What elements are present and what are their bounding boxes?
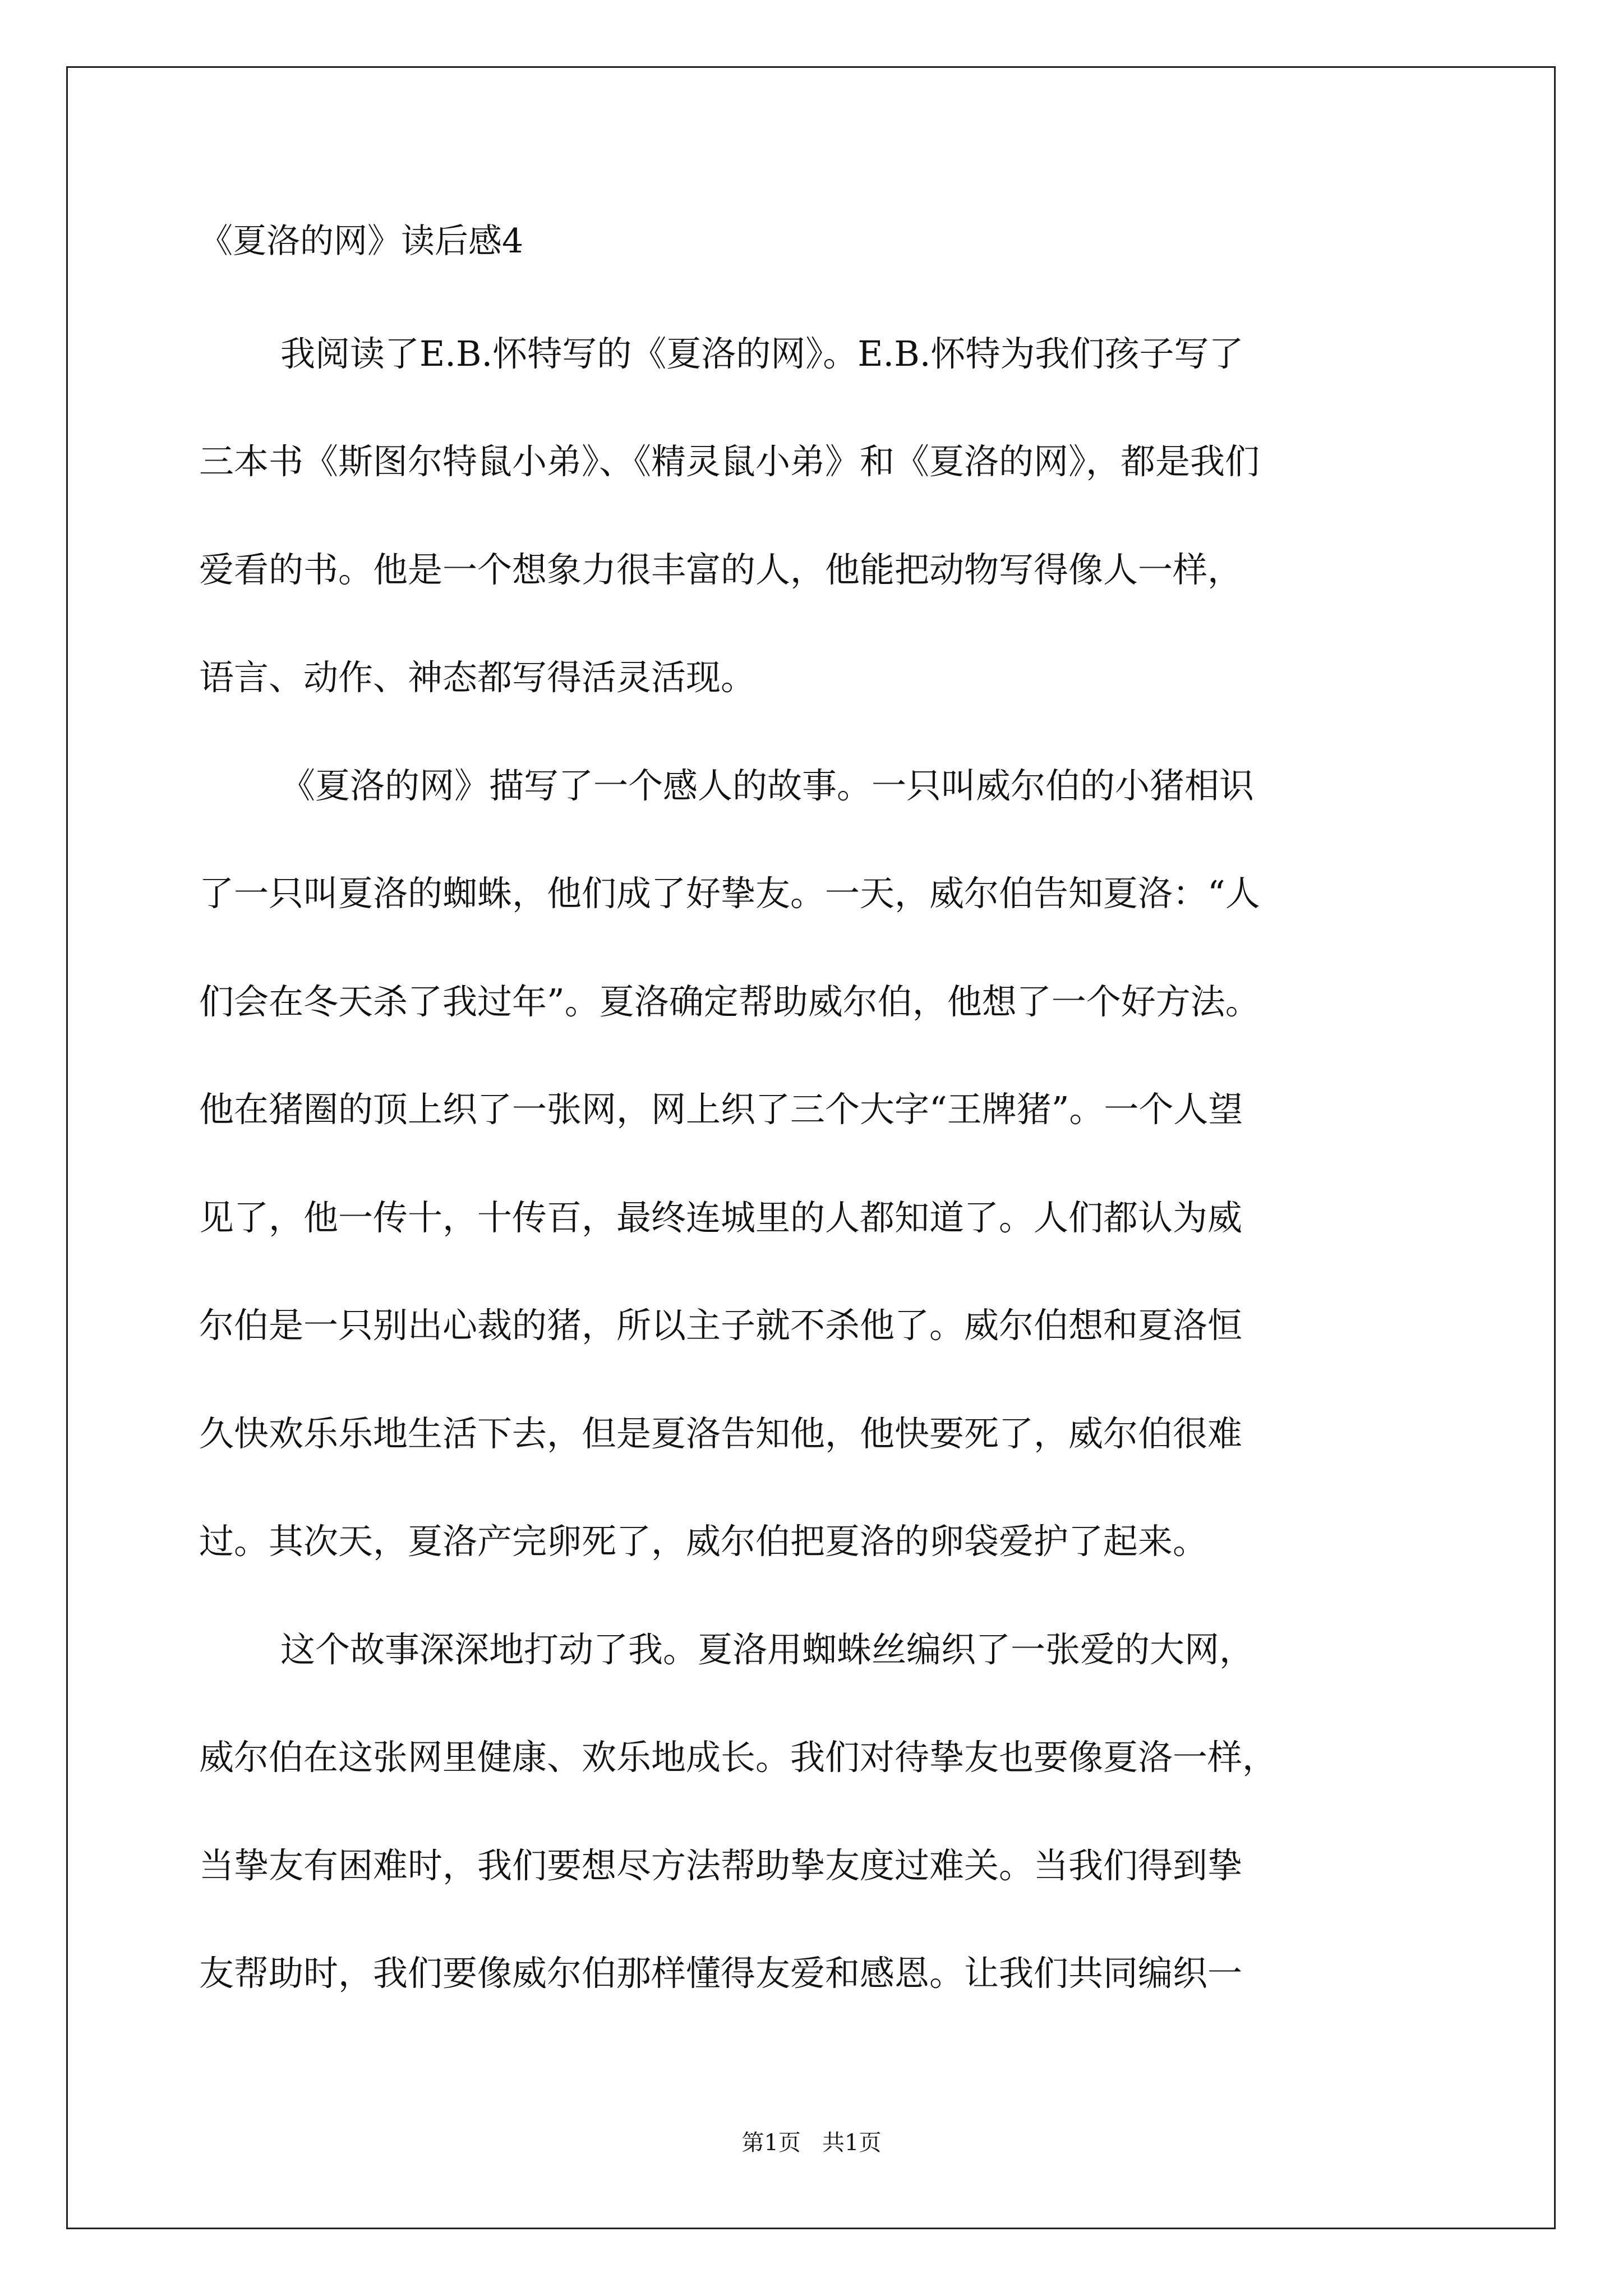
paragraph-1-line-2: 三本书《斯图尔特鼠小弟》、《精灵鼠小弟》和《夏洛的网》，都是我们 bbox=[199, 441, 1260, 482]
paragraph-2-line-3: 们会在冬天杀了我过年”。夏洛确定帮助威尔伯，他想了一个好方法。 bbox=[199, 981, 1260, 1022]
paragraph-3-line-3: 当挚友有困难时，我们要想尽方法帮助挚友度过难关。当我们得到挚 bbox=[199, 1845, 1243, 1886]
document-title: 《夏洛的网》读后感4 bbox=[199, 222, 524, 261]
paragraph-2-line-1: 《夏洛的网》描写了一个感人的故事。一只叫威尔伯的小猪相识 bbox=[280, 765, 1255, 806]
paragraph-1-line-3: 爱看的书。他是一个想象力很丰富的人，他能把动物写得像人一样， bbox=[199, 549, 1243, 590]
paragraph-2-line-8: 过。其次天，夏洛产完卵死了，威尔伯把夏洛的卵袋爱护了起来。 bbox=[199, 1521, 1208, 1562]
paragraph-1-line-4: 语言、动作、神态都写得活灵活现。 bbox=[199, 657, 756, 698]
paragraph-2-line-5: 见了，他一传十，十传百，最终连城里的人都知道了。人们都认为威 bbox=[199, 1197, 1243, 1238]
paragraph-1-line-1: 我阅读了E.B.怀特写的《夏洛的网》。E.B.怀特为我们孩子写了 bbox=[280, 333, 1244, 374]
paragraph-2-line-2: 了一只叫夏洛的蜘蛛，他们成了好挚友。一天，威尔伯告知夏洛：“人 bbox=[199, 873, 1260, 914]
page-number-footer: 第1页 共1页 bbox=[741, 2130, 882, 2156]
paragraph-3-line-1: 这个故事深深地打动了我。夏洛用蜘蛛丝编织了一张爱的大网， bbox=[280, 1629, 1255, 1670]
paragraph-2-line-7: 久快欢乐乐地生活下去，但是夏洛告知他，他快要死了，威尔伯很难 bbox=[199, 1413, 1243, 1454]
page-border bbox=[66, 66, 1556, 2229]
paragraph-2-line-6: 尔伯是一只别出心裁的猪，所以主子就不杀他了。威尔伯想和夏洛恒 bbox=[199, 1305, 1243, 1346]
paragraph-2-line-4: 他在猪圈的顶上织了一张网，网上织了三个大字“王牌猪”。一个人望 bbox=[199, 1089, 1243, 1130]
paragraph-3-line-4: 友帮助时，我们要像威尔伯那样懂得友爱和感恩。让我们共同编织一 bbox=[199, 1953, 1243, 1994]
paragraph-3-line-2: 威尔伯在这张网里健康、欢乐地成长。我们对待挚友也要像夏洛一样， bbox=[199, 1737, 1278, 1778]
